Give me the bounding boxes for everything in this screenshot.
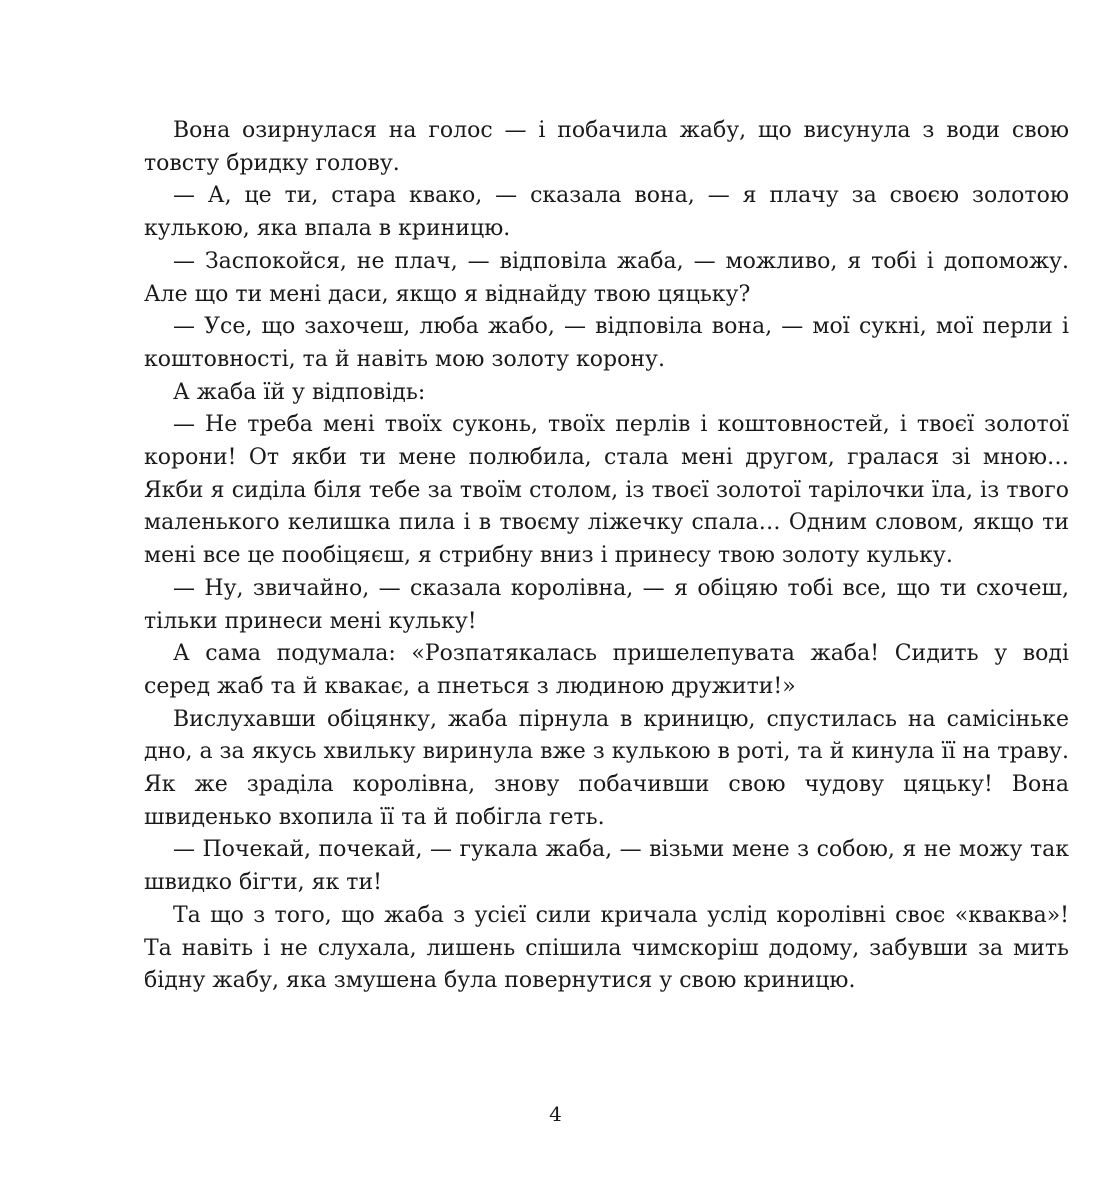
paragraph-4: — Усе, що захочеш, люба жабо, — відповіла вона, — мої сукні, мої перли і коштовності, та й навіть мою золоту корону. [144, 314, 1069, 372]
body-text [144, 115, 1069, 998]
paragraph-9: Вислухавши обіцянку, жаба пірнула в криницю, спустилась на самісіньке дно, а за якусь хвильку виринула вже з кулькою в роті, та й кинула її на траву. Як же зраділа королівна, знову побачивши свою чудову цяцьку! Вона швиденько вхопила її та й побігла геть. [144, 706, 1069, 830]
page-number: 4 [549, 1102, 562, 1126]
paragraph-7: — Ну, звичайно, — сказала королівна, — я обіцяю тобі все, що ти схочеш, тільки принеси мені кульку! [144, 575, 1069, 634]
paragraph-5: А жаба їй у відповідь: [173, 379, 426, 405]
paragraph-8: А сама подумала: «Розпатякалась пришелепувата жаба! Сидить у воді серед жаб та й квакає, а пнеться з людиною дружити!» [144, 641, 1069, 699]
paragraph-3: — Заспокойся, не плач, — відповіла жаба, — можливо, я тобі і допоможу. Але що ти мені даси, якщо я віднайду твою цяцьку? [144, 248, 1069, 307]
paragraph-11: Та що з того, що жаба з усієї сили кричала услід королівні своє «кваква»! Та навіть і не слухала, лишень спішила чимскоріш додому, забувши за мить бідну жабу, яка змушена була повернутися у свою криницю. [144, 902, 1069, 994]
paragraph-1: Вона озирнулася на голос — і побачила жабу, що висунула з води свою товсту бридку голову. [144, 118, 1069, 176]
paragraph-10: — Почекай, почекай, — гукала жаба, — візьми мене з собою, я не можу так швидко бігти, як ти! [144, 837, 1069, 896]
paragraph-2: — А, це ти, стара квако, — сказала вона, — я плачу за своєю золотою кулькою, яка впала в криницю. [144, 183, 1069, 242]
paragraph-6: — Не треба мені твоїх суконь, твоїх перлів і коштовностей, і твоєї золотої корони! От якби ти мене полюбила, стала мені другом, гралася зі мною… Якби я сиділа біля тебе за твоїм столом, із твоєї золотої тарілочки їла, із твого маленького келишка пила і в твоєму ліжечку спала… Одним словом, якщо ти мені все це пообіцяєш, я стрибну вниз і принесу твою золоту кульку. [144, 412, 1069, 569]
